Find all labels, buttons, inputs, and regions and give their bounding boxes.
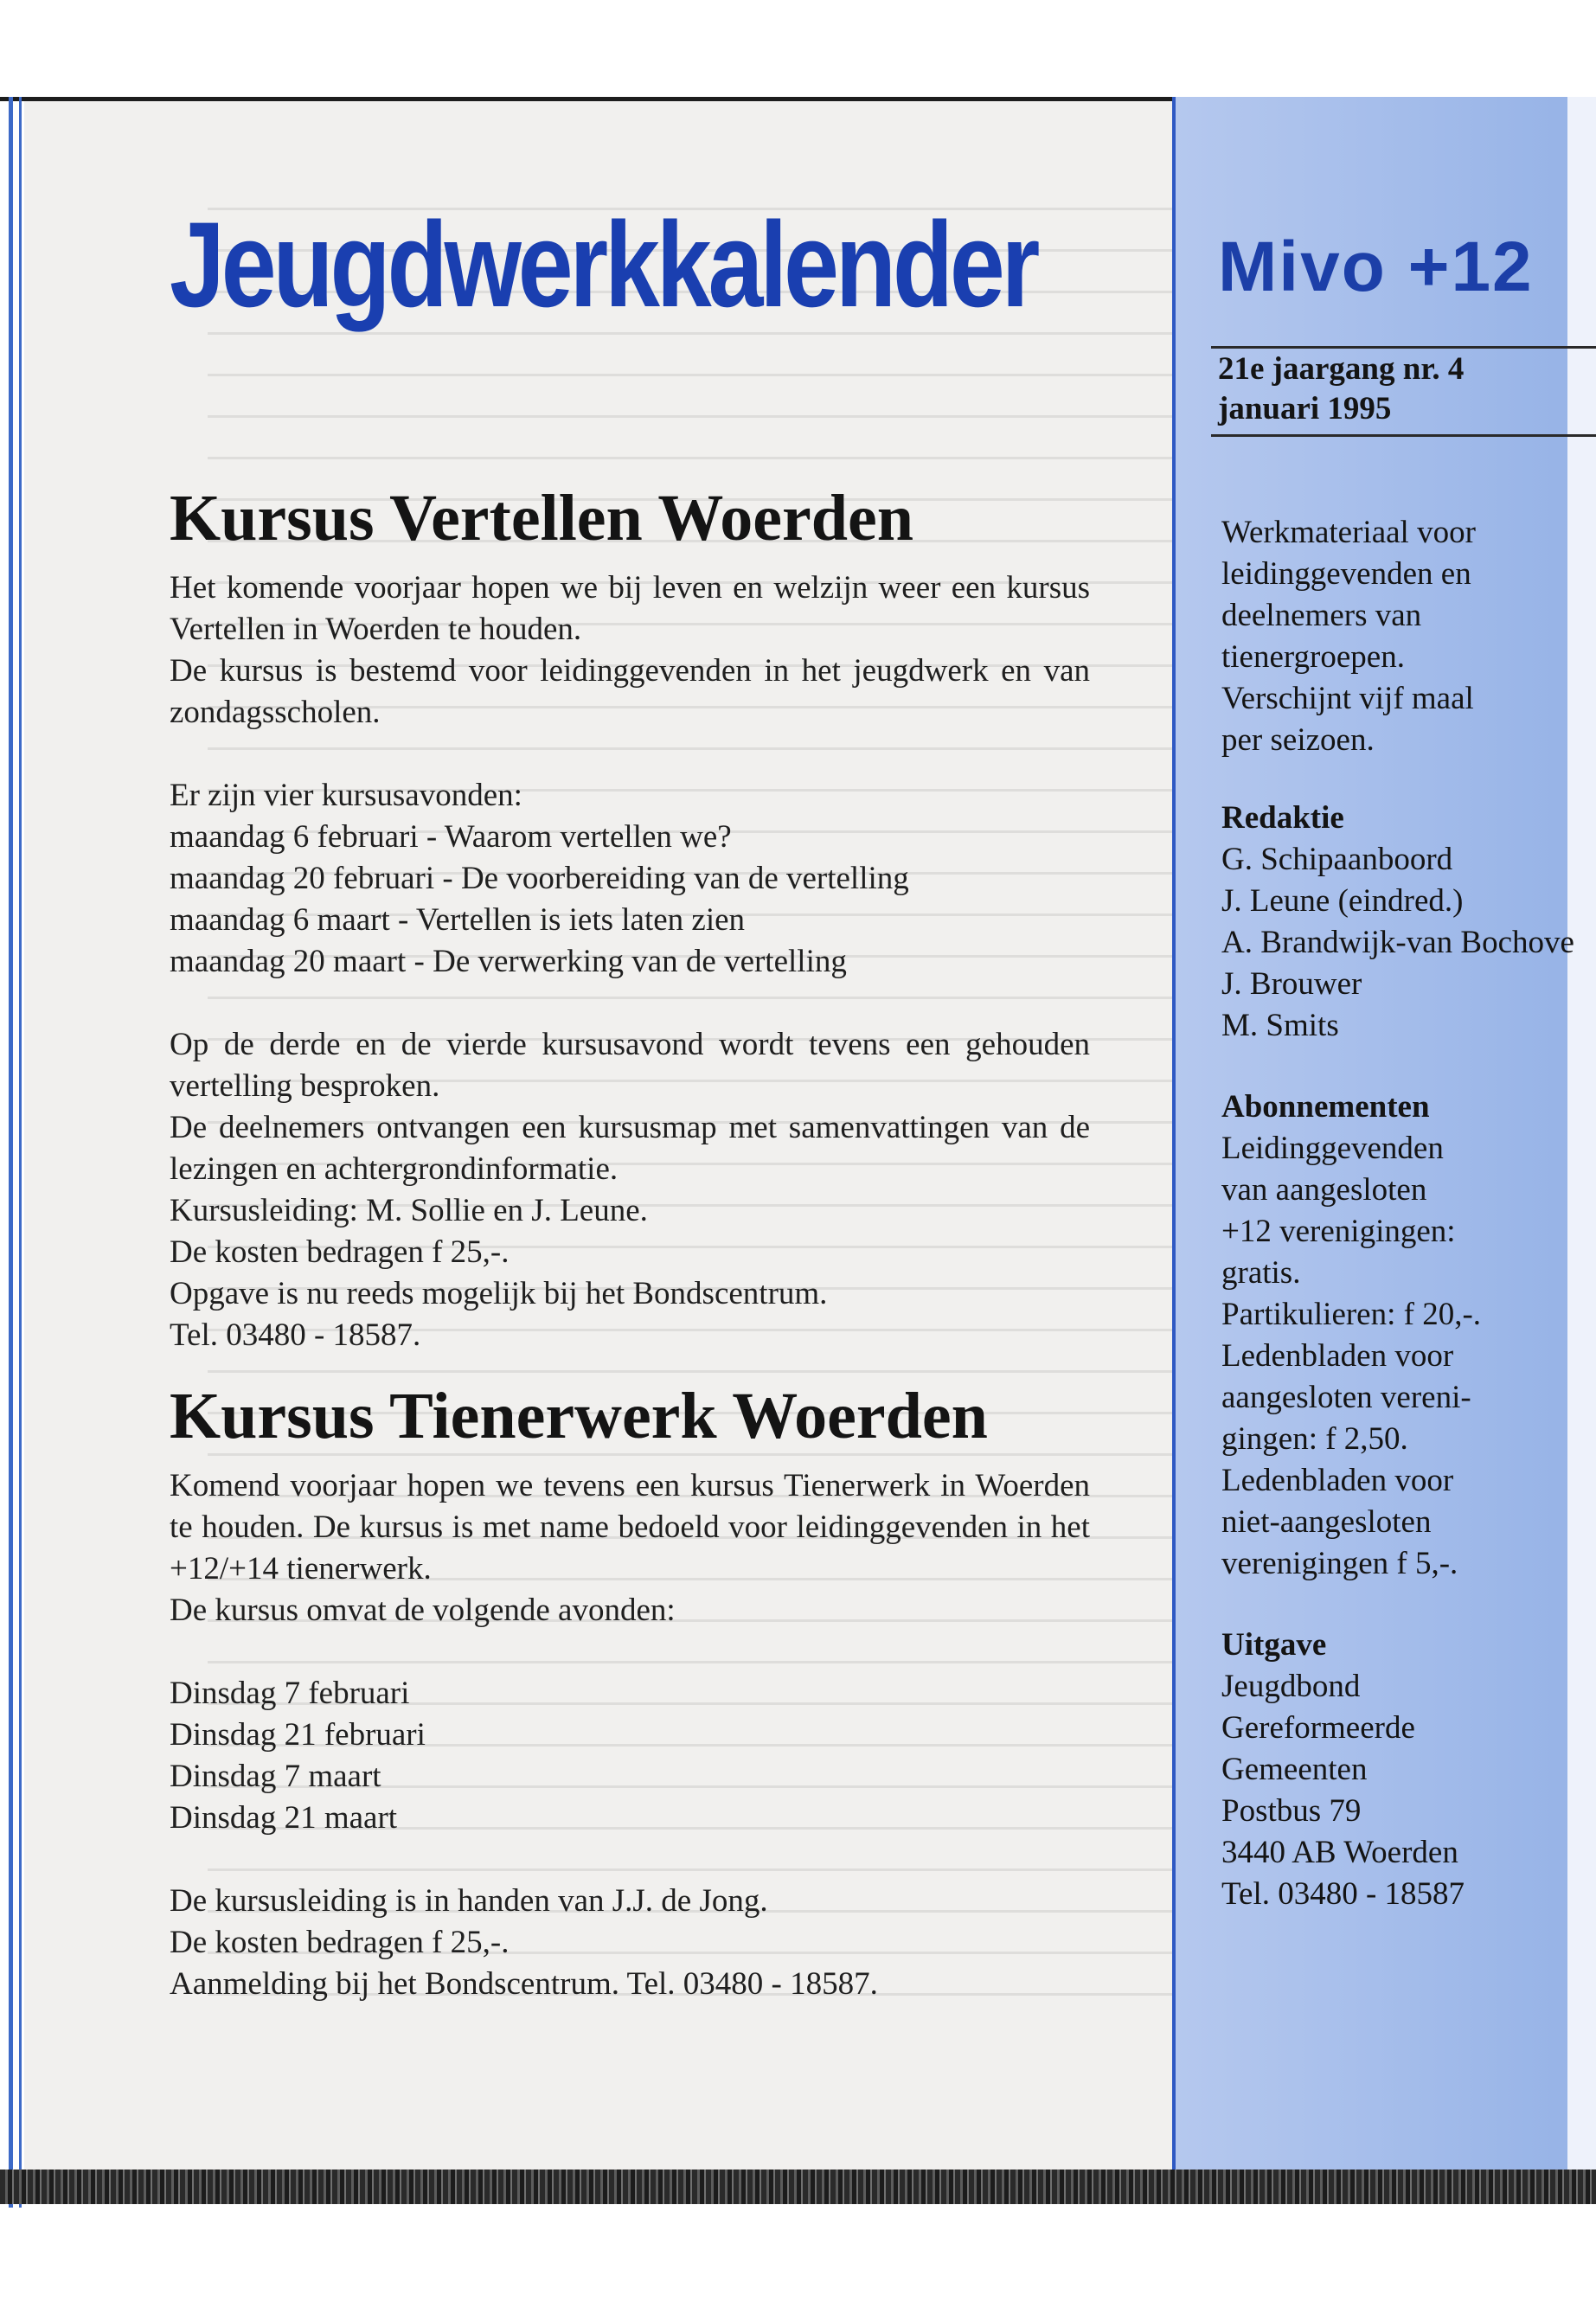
abonnement-line: aangesloten vereni- — [1221, 1380, 1471, 1415]
course-leaders: Kursusleiding: M. Sollie en J. Leune. — [170, 1192, 648, 1228]
sidebar-uitgave — [1221, 1625, 1596, 1915]
dates-intro: De kursus omvat de volgende avonden: — [170, 1592, 676, 1628]
sidebar-intro-line: deelnemers van — [1221, 598, 1422, 633]
sidebar-abonnementen — [1221, 1086, 1596, 1585]
article-paragraph: Komend voorjaar hopen we tevens een kursus Tienerwerk in Woerden te houden. De kursus is met name bedoeld voor leidinggevenden in het +12/+14 tienerwerk. — [170, 1467, 1090, 1586]
bottom-binding-band — [0, 2170, 1596, 2204]
registration-info: Opgave is nu reeds mogelijk bij het Bondscentrum. — [170, 1275, 828, 1311]
issue-date: januari 1995 — [1218, 391, 1392, 426]
abonnement-line: verenigingen f 5,-. — [1221, 1546, 1458, 1581]
date-item: Dinsdag 7 februari — [170, 1675, 410, 1711]
article-tienerwerk — [170, 1379, 1090, 2005]
session-item: maandag 20 februari - De voorbereiding van de vertelling — [170, 860, 909, 896]
abonnement-line: Ledenbladen voor — [1221, 1463, 1454, 1498]
issue-number: 21e jaargang nr. 4 — [1218, 351, 1465, 387]
redaktie-name: M. Smits — [1221, 1008, 1339, 1043]
uitgave-heading: Uitgave — [1221, 1627, 1327, 1663]
abonnement-line: Ledenbladen voor — [1221, 1338, 1454, 1374]
session-item: maandag 20 maart - De verwerking van de vertelling — [170, 943, 847, 979]
abonnement-line: Leidinggevenden — [1221, 1131, 1444, 1166]
phone-number: Tel. 03480 - 18587. — [170, 1317, 421, 1353]
sidebar-intro-line: leidinggevenden en — [1221, 556, 1471, 592]
mivo-brand: Mivo +12 — [1218, 228, 1534, 306]
course-cost: De kosten bedragen f 25,-. — [170, 1924, 510, 1960]
issue-info — [1218, 349, 1464, 429]
main-column — [170, 484, 1090, 2005]
course-cost: De kosten bedragen f 25,-. — [170, 1234, 510, 1270]
uitgave-line: Gemeenten — [1221, 1752, 1368, 1787]
date-item: Dinsdag 21 februari — [170, 1716, 426, 1753]
redaktie-name: J. Leune (eindred.) — [1221, 883, 1464, 919]
date-item: Dinsdag 21 maart — [170, 1799, 398, 1836]
sidebar-intro-line: per seizoen. — [1221, 722, 1375, 758]
sidebar-rule-bottom — [1211, 434, 1596, 437]
uitgave-line: Postbus 79 — [1221, 1793, 1362, 1829]
abonnement-line: van aangesloten — [1221, 1172, 1427, 1208]
uitgave-line: 3440 AB Woerden — [1221, 1835, 1458, 1870]
abonnement-line: gratis. — [1221, 1255, 1301, 1291]
sidebar-intro-line: tienergroepen. — [1221, 639, 1405, 675]
article-title: Kursus Tienerwerk Woerden — [170, 1379, 988, 1452]
redaktie-name: G. Schipaanboord — [1221, 842, 1453, 877]
uitgave-line: Jeugdbond — [1221, 1669, 1361, 1704]
article-title: Kursus Vertellen Woerden — [170, 482, 913, 554]
uitgave-line: Tel. 03480 - 18587 — [1221, 1876, 1465, 1912]
left-blue-rule-inner — [19, 97, 22, 2208]
date-item: Dinsdag 7 maart — [170, 1758, 381, 1794]
redaktie-name: A. Brandwijk-van Bochove — [1221, 925, 1574, 960]
redaktie-name: J. Brouwer — [1221, 966, 1362, 1002]
course-leader: De kursusleiding is in handen van J.J. de Jong. — [170, 1882, 768, 1919]
article-paragraph: De deelnemers ontvangen een kursusmap met samenvattingen van de lezingen en achtergrondinformatie. — [170, 1109, 1090, 1187]
sidebar-redaktie — [1221, 798, 1596, 1047]
sidebar-intro — [1221, 512, 1596, 761]
sidebar-intro-line: Werkmateriaal voor — [1221, 515, 1476, 550]
uitgave-line: Gereformeerde — [1221, 1710, 1415, 1746]
registration-info: Aanmelding bij het Bondscentrum. Tel. 03480 - 18587. — [170, 1965, 878, 2002]
session-item: maandag 6 maart - Vertellen is iets laten zien — [170, 901, 746, 938]
abonnementen-heading: Abonnementen — [1221, 1089, 1430, 1125]
article-paragraph: De kursus is bestemd voor leidinggevenden in het jeugdwerk en van zondagsscholen. — [170, 652, 1090, 730]
sessions-intro: Er zijn vier kursusavonden: — [170, 777, 522, 813]
abonnement-line: gingen: f 2,50. — [1221, 1421, 1408, 1457]
article-paragraph: Het komende voorjaar hopen we bij leven en welzijn weer een kursus Vertellen in Woerden te houden. — [170, 569, 1090, 647]
article-vertellen — [170, 484, 1090, 1356]
abonnement-line: niet-aangesloten — [1221, 1504, 1432, 1540]
abonnement-line: Partikulieren: f 20,-. — [1221, 1297, 1482, 1332]
left-blue-rule — [9, 97, 13, 2208]
sidebar-rule-top — [1211, 346, 1596, 349]
article-paragraph: Op de derde en de vierde kursusavond wordt tevens een gehouden vertelling besproken. — [170, 1026, 1090, 1104]
redaktie-heading: Redaktie — [1221, 800, 1344, 836]
sidebar-intro-line: Verschijnt vijf maal — [1221, 681, 1474, 716]
session-item: maandag 6 februari - Waarom vertellen we? — [170, 818, 732, 855]
abonnement-line: +12 verenigingen: — [1221, 1214, 1456, 1249]
masthead-title: Jeugdwerkkalender — [170, 196, 1037, 332]
